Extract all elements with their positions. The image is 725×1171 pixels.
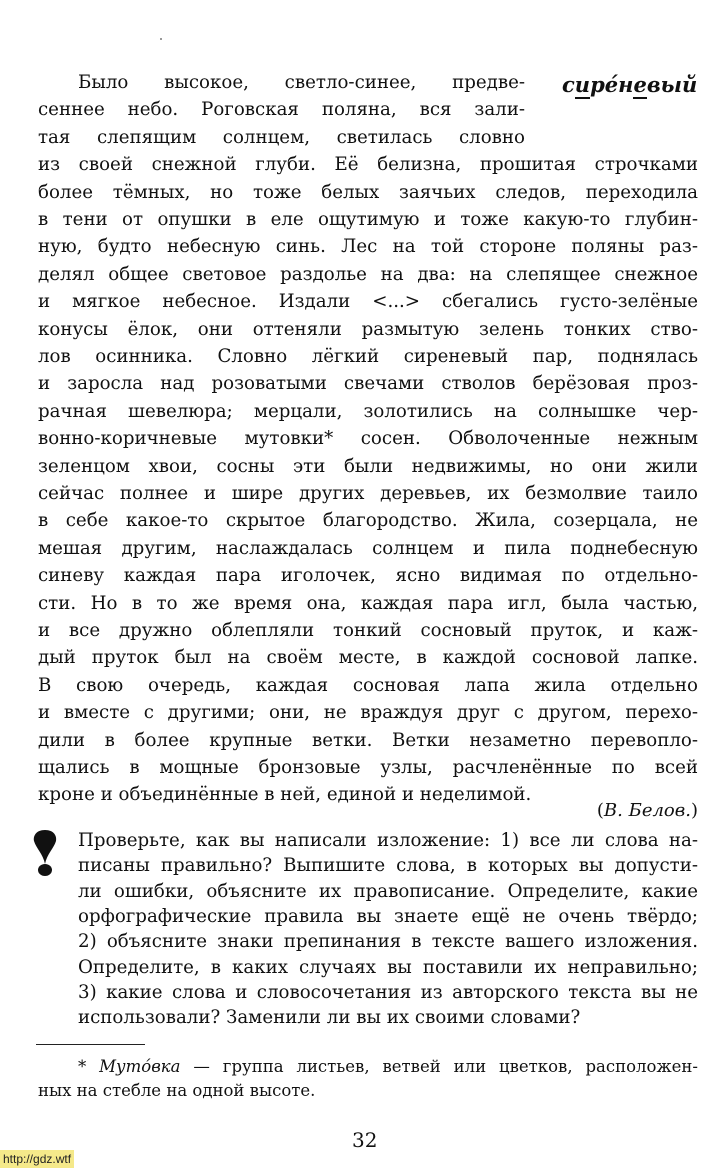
text-line: мешая другим, наслаждалась солнцем и пила поднебесную (38, 537, 698, 559)
text-line: дили в более крупные ветки. Ветки незаметно перевопло- (38, 729, 698, 751)
watermark: http://gdz.wtf (0, 1150, 74, 1168)
text-line: из своей снежной глуби. Её белизна, прошитая строчками (38, 154, 698, 176)
text-line: сти. Но в то же время она, каждая пара игл, была частью, (38, 592, 698, 614)
text-line: и вместе с другими; они, не враждуя друг с другом, перехо- (38, 702, 698, 724)
footnote-term: Муто́вка (99, 1057, 181, 1076)
margin-vocabulary-word (562, 72, 697, 97)
text-line: в себе какое-то скрытое благородство. Жила, созерцала, не (38, 510, 698, 532)
task-line: ли ошибки, объясните их правописание. Определите, какие (78, 880, 698, 902)
text-line: тая слепящим солнцем, светилась словно (38, 126, 525, 148)
text-line: более тёмных, но тоже белых заячьих следов, переходила (38, 181, 698, 203)
text-line: щались в мощные бронзовые узлы, расчленённые по всей (38, 757, 698, 778)
underlined-letter: и (574, 72, 591, 97)
text-line: кроне и объединённые в ней, единой и неделимой. (38, 784, 532, 806)
text-line: дый пруток был на своём месте, в каждой сосновой лапке. (38, 647, 698, 669)
page-number: 32 (352, 1128, 378, 1152)
text-line: конусы ёлок, они оттеняли размытую зелень тонких ство- (38, 318, 698, 340)
author-name: В. Белов. (603, 800, 691, 821)
word-part: ре́н (590, 72, 634, 97)
author-attribution (597, 800, 698, 821)
text-line: лов осинника. Словно лёгкий сиреневый пар, поднялась (38, 346, 698, 367)
footnote-rule (36, 1044, 145, 1045)
scan-speck (160, 38, 162, 40)
word-part: вый (646, 72, 698, 97)
text-line: синеву каждая пара иголочек, ясно видимая по отдельно- (38, 565, 698, 587)
text-line: вонно-коричневые мутовки* сосен. Обволоченные нежным (38, 428, 698, 450)
footnote-text: — группа листьев, ветвей или цветков, расположен- (180, 1057, 698, 1076)
text-line: и заросла над розоватыми свечами стволов берёзовая проз- (38, 373, 698, 395)
text-line: зеленцом хвои, сосны эти были недвижимы, но они жили (38, 455, 698, 477)
task-line: писаны правильно? Выпишите слова, в которых вы допусти- (78, 855, 698, 877)
task-line: 3) какие слова и словосочетания из авторского текста вы не (78, 981, 698, 1003)
text-line: ную, будто небесную синь. Лес на той стороне поляны раз- (38, 236, 698, 258)
task-line: орфографические правила вы знаете ещё не очень твёрдо; (78, 905, 698, 927)
footnote-line: ных на стебле на одной высоте. (38, 1081, 316, 1100)
footnote-mark: * (78, 1057, 100, 1076)
text-line: сейчас полнее и шире других деревьев, их безмолвие таило (38, 483, 698, 504)
text-line: В свою очередь, каждая сосновая лапа жила отдельно (38, 674, 698, 696)
underlined-letter: е (633, 72, 647, 97)
text-line: делял общее световое раздолье на два: на слепящее снежное (38, 263, 698, 285)
text-line: Было высокое, светло-синее, предве- (78, 72, 525, 93)
exclamation-icon (33, 830, 57, 878)
text-line: и мягкое небесное. Издали <...> сбегались густо-зелёные (38, 291, 698, 313)
task-line: использовали? Заменили ли вы их своими словами? (78, 1007, 581, 1029)
word-part: с (562, 72, 575, 97)
text-line: сеннее небо. Роговская поляна, вся зали- (38, 99, 525, 121)
footnote-line (78, 1057, 698, 1076)
task-line: Определите, в каких случаях вы поставили их неправильно; (78, 956, 698, 978)
text-line: в тени от опушки в еле ощутимую и тоже какую-то глубин- (38, 209, 698, 230)
text-line: рачная шевелюра; мерцали, золотились на солнышке чер- (38, 400, 698, 422)
paren: ) (690, 800, 698, 821)
paren: ( (596, 800, 604, 821)
task-line: 2) объясните знаки препинания в тексте вашего изложения. (78, 931, 698, 953)
text-line: и все дружно облепляли тонкий сосновый пруток, и каж- (38, 620, 698, 641)
task-line: Проверьте, как вы написали изложение: 1) все ли слова на- (78, 830, 698, 851)
